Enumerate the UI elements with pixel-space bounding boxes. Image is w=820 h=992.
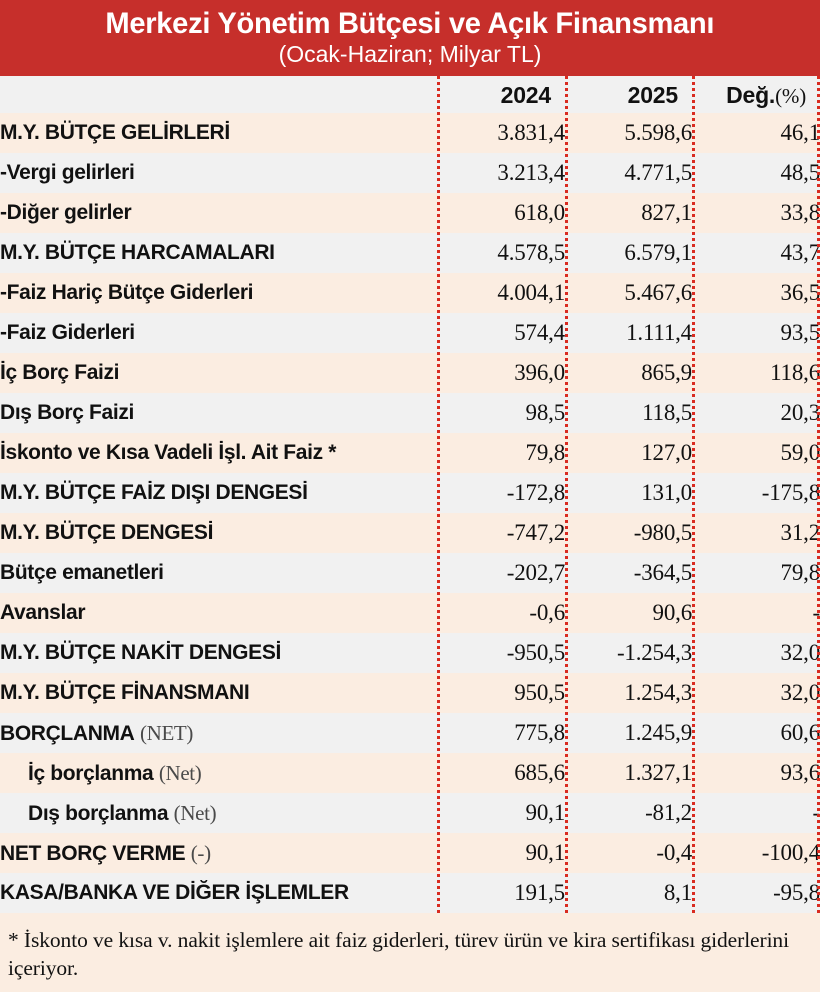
table-body	[0, 113, 820, 913]
row-label-text: -Faiz Hariç Bütçe Giderleri	[0, 281, 254, 304]
row-value-2025: 5.598,6	[624, 120, 692, 145]
row-value-change: 60,6	[780, 720, 820, 745]
row-value-2024: -950,5	[506, 640, 565, 665]
row-value-2024: 90,1	[525, 800, 565, 825]
row-value-2025: 865,9	[641, 360, 692, 385]
table-row	[0, 633, 820, 673]
row-value-change: 48,5	[780, 160, 820, 185]
row-label-text: M.Y. BÜTÇE NAKİT DENGESİ	[0, 641, 281, 664]
row-value-change: 59,0	[780, 440, 820, 465]
row-label	[0, 233, 437, 273]
row-value-2024: -172,8	[506, 480, 565, 505]
row-value-2024: 4.578,5	[497, 240, 565, 265]
row-value-2025: -364,5	[633, 560, 692, 585]
row-label-text: BORÇLANMA	[0, 721, 135, 745]
row-value-2025: 8,1	[663, 880, 692, 905]
table-row	[0, 433, 820, 473]
table-row	[0, 753, 820, 793]
row-value-2024: -747,2	[506, 520, 565, 545]
row-label-text: Bütçe emanetleri	[0, 561, 164, 584]
footnote: * İskonto ve kısa v. nakit işlemlere ait faiz giderleri, türev ürün ve kira sertifikası giderlerini içeriyor.	[0, 913, 820, 992]
row-label-text: Dış Borç Faizi	[0, 401, 134, 424]
row-value-change: -95,8	[773, 880, 820, 905]
budget-table-wrap	[0, 76, 820, 913]
row-value-2025: 127,0	[641, 440, 692, 465]
row-value-change: -175,8	[761, 480, 820, 505]
title-band	[0, 0, 820, 76]
row-value-2025: 6.579,1	[624, 240, 692, 265]
column-header-2024: 2024	[500, 82, 551, 108]
row-value-change: 79,8	[780, 560, 820, 585]
table-row	[0, 273, 820, 313]
row-value-change: 31,2	[780, 520, 820, 545]
row-value-2025: 90,6	[652, 600, 692, 625]
row-value-2025: -980,5	[633, 520, 692, 545]
table-row	[0, 473, 820, 513]
row-label-qualifier: (Net)	[158, 760, 202, 785]
row-label	[0, 713, 437, 753]
row-label	[0, 313, 437, 353]
row-label-qualifier: (-)	[190, 840, 211, 865]
row-value-2025: 1.111,4	[626, 320, 692, 345]
row-label-text: İç borçlanma	[28, 761, 154, 785]
row-value-2025: 5.467,6	[624, 280, 692, 305]
row-label-text: Avanslar	[0, 601, 86, 624]
row-label-text: İskonto ve Kısa Vadeli İşl. Ait Faiz *	[0, 441, 337, 464]
table-row	[0, 153, 820, 193]
budget-table	[0, 76, 820, 913]
table-row	[0, 593, 820, 633]
row-value-2024: 775,8	[514, 720, 565, 745]
row-label	[0, 193, 437, 233]
column-header-2025: 2025	[627, 82, 678, 108]
row-label	[0, 753, 437, 793]
table-row	[0, 113, 820, 153]
row-label	[0, 433, 437, 473]
table-row	[0, 713, 820, 753]
row-label-text: Dış borçlanma	[28, 801, 169, 825]
row-label-text: NET BORÇ VERME	[0, 841, 186, 865]
row-value-2025: 4.771,5	[624, 160, 692, 185]
row-value-change: -100,4	[761, 840, 820, 865]
row-value-2025: -0,4	[656, 840, 692, 865]
row-value-2024: -202,7	[506, 560, 565, 585]
row-value-change: 93,5	[780, 320, 820, 345]
row-value-2024: 98,5	[525, 400, 565, 425]
row-value-2025: 118,5	[642, 400, 692, 425]
row-label-text: KASA/BANKA VE DİĞER İŞLEMLER	[0, 881, 349, 904]
row-label-text: M.Y. BÜTÇE FİNANSMANI	[0, 681, 250, 704]
row-label	[0, 593, 437, 633]
column-header-change-percent: (%)	[775, 84, 806, 108]
row-value-2024: 3.831,4	[497, 120, 565, 145]
row-value-2024: 4.004,1	[497, 280, 565, 305]
row-label	[0, 153, 437, 193]
row-label-qualifier: (Net)	[173, 800, 217, 825]
table-row	[0, 353, 820, 393]
table-row	[0, 833, 820, 873]
row-value-2024: 950,5	[514, 680, 565, 705]
column-header-change	[692, 76, 820, 113]
page-title: Merkezi Yönetim Bütçesi ve Açık Finansmanı	[105, 6, 715, 40]
row-value-2025: -1.254,3	[616, 640, 692, 665]
row-value-2024: -0,6	[529, 600, 565, 625]
column-header-change-text: Değ.	[726, 82, 776, 108]
row-label	[0, 113, 437, 153]
table-row	[0, 233, 820, 273]
row-value-change: 93,6	[780, 760, 820, 785]
row-value-2024: 191,5	[514, 880, 565, 905]
row-label-text: -Faiz Giderleri	[0, 321, 135, 344]
table-row	[0, 673, 820, 713]
row-label	[0, 513, 437, 553]
row-value-change: 32,0	[780, 640, 820, 665]
row-label-text: M.Y. BÜTÇE HARCAMALARI	[0, 241, 275, 264]
row-label-text: -Diğer gelirler	[0, 201, 132, 224]
row-value-change: 43,7	[780, 240, 820, 265]
row-label	[0, 273, 437, 313]
row-value-change: 46,1	[780, 120, 820, 145]
row-label-text: M.Y. BÜTÇE GELİRLERİ	[0, 121, 230, 144]
row-value-change: -	[812, 600, 820, 625]
row-value-change: 20,3	[780, 400, 820, 425]
table-header	[0, 76, 820, 113]
table-row	[0, 793, 820, 833]
row-value-change: -	[812, 800, 820, 825]
row-label	[0, 793, 437, 833]
row-label	[0, 673, 437, 713]
row-value-change: 33,8	[780, 200, 820, 225]
table-row	[0, 873, 820, 913]
row-label	[0, 353, 437, 393]
row-value-2025: -81,2	[645, 800, 692, 825]
row-label	[0, 553, 437, 593]
row-value-2024: 574,4	[514, 320, 565, 345]
table-row	[0, 393, 820, 433]
row-label	[0, 833, 437, 873]
row-value-2025: 1.245,9	[624, 720, 692, 745]
row-value-2025: 1.327,1	[624, 760, 692, 785]
row-value-2024: 618,0	[514, 200, 565, 225]
table-row	[0, 313, 820, 353]
row-value-2024: 3.213,4	[497, 160, 565, 185]
row-label	[0, 473, 437, 513]
table-row	[0, 193, 820, 233]
row-label	[0, 873, 437, 913]
column-header-label	[0, 76, 437, 113]
row-value-2025: 131,0	[641, 480, 692, 505]
row-value-change: 36,5	[780, 280, 820, 305]
row-value-2024: 685,6	[514, 760, 565, 785]
column-header-row	[0, 76, 820, 113]
row-label-text: İç Borç Faizi	[0, 361, 120, 384]
row-label	[0, 393, 437, 433]
row-value-change: 32,0	[780, 680, 820, 705]
page-subtitle: (Ocak-Haziran; Milyar TL)	[278, 40, 542, 67]
table-row	[0, 553, 820, 593]
row-value-2025: 827,1	[641, 200, 692, 225]
row-label-qualifier: (NET)	[140, 720, 194, 745]
row-label-text: M.Y. BÜTÇE FAİZ DIŞI DENGESİ	[0, 481, 308, 504]
row-value-2025: 1.254,3	[624, 680, 692, 705]
table-row	[0, 513, 820, 553]
row-value-2024: 79,8	[525, 440, 565, 465]
row-value-2024: 90,1	[525, 840, 565, 865]
row-value-2024: 396,0	[514, 360, 565, 385]
row-label	[0, 633, 437, 673]
row-label-text: -Vergi gelirleri	[0, 161, 135, 184]
row-label-text: M.Y. BÜTÇE DENGESİ	[0, 521, 214, 544]
row-value-change: 118,6	[770, 360, 820, 385]
